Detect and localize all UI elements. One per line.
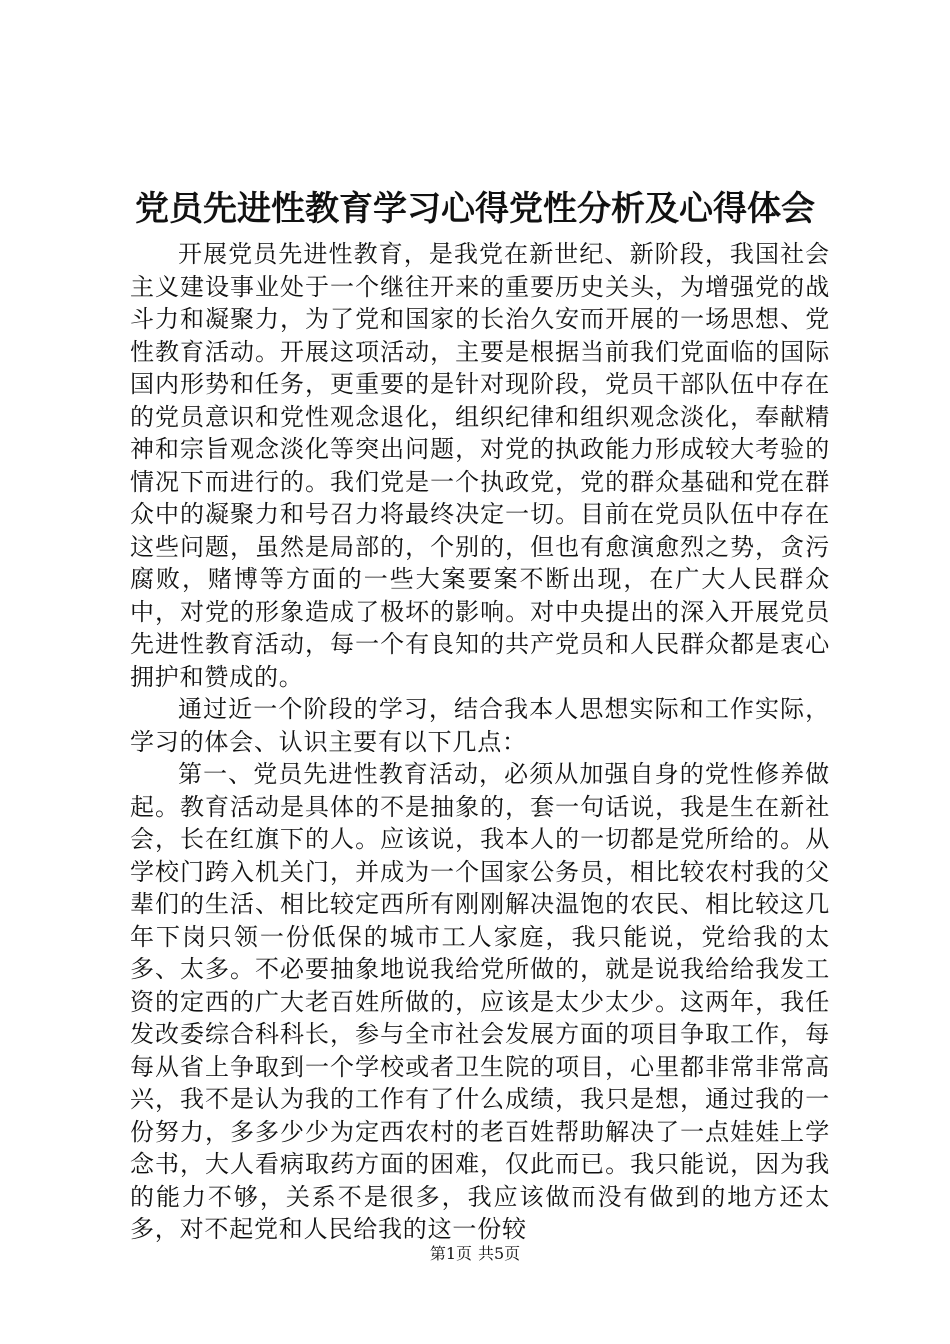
document-title: 党员先进性教育学习心得党性分析及心得体会	[135, 189, 815, 229]
paragraph-1: 开展党员先进性教育，是我党在新世纪、新阶段，我国社会主义建设事业处于一个继往开来的重要历史关头，为增强党的战斗力和凝聚力，为了党和国家的长治久安而开展的一场思想、党性教育活动。开展这项活动，主要是根据当前我们党面临的国际国内形势和任务，更重要的是针对现阶段，党员干部队伍中存在的党员意识和党性观念退化，组织纪律和组织观念淡化，奉献精神和宗旨观念淡化等突出问题，对党的执政能力形成较大考验的情况下而进行的。我们党是一个执政党，党的群众基础和党在群众中的凝聚力和号召力将最终决定一切。目前在党员队伍中存在这些问题，虽然是局部的，个别的，但也有愈演愈烈之势，贪污腐败，赌博等方面的一些大案要案不断出现，在广大人民群众中，对党的形象造成了极坏的影响。对中央提出的深入开展党员先进性教育活动，每一个有良知的共产党员和人民群众都是衷心拥护和赞成的。	[130, 240, 830, 691]
page-total: 共5页	[478, 1244, 521, 1263]
page-footer	[0, 1242, 950, 1266]
page-number: 第1页	[429, 1244, 472, 1263]
document-body	[130, 238, 830, 1246]
paragraph-2: 通过近一个阶段的学习，结合我本人思想实际和工作实际，学习的体会、认识主要有以下几点：	[130, 695, 830, 756]
paragraph-3: 第一、党员先进性教育活动，必须从加强自身的党性修养做起。教育活动是具体的不是抽象的，套一句话说，我是生在新社会，长在红旗下的人。应该说，我本人的一切都是党所给的。从学校门跨入机关门，并成为一个国家公务员，相比较农村我的父辈们的生活、相比较定西所有刚刚解决温饱的农民、相比较这几年下岗只领一份低保的城市工人家庭，我只能说，党给我的太多、太多。不必要抽象地说我给党所做的，就是说我给给我发工资的定西的广大老百姓所做的，应该是太少太少。这两年，我任发改委综合科科长，参与全市社会发展方面的项目争取工作，每每从省上争取到一个学校或者卫生院的项目，心里都非常非常高兴，我不是认为我的工作有了什么成绩，我只是想，通过我的一份努力，多多少少为定西农村的老百姓帮助解决了一点娃娃上学念书，大人看病取药方面的困难，仅此而已。我只能说，因为我的能力不够，关系不是很多，我应该做而没有做到的地方还太多，对不起党和人民给我的这一份较	[130, 760, 830, 1243]
